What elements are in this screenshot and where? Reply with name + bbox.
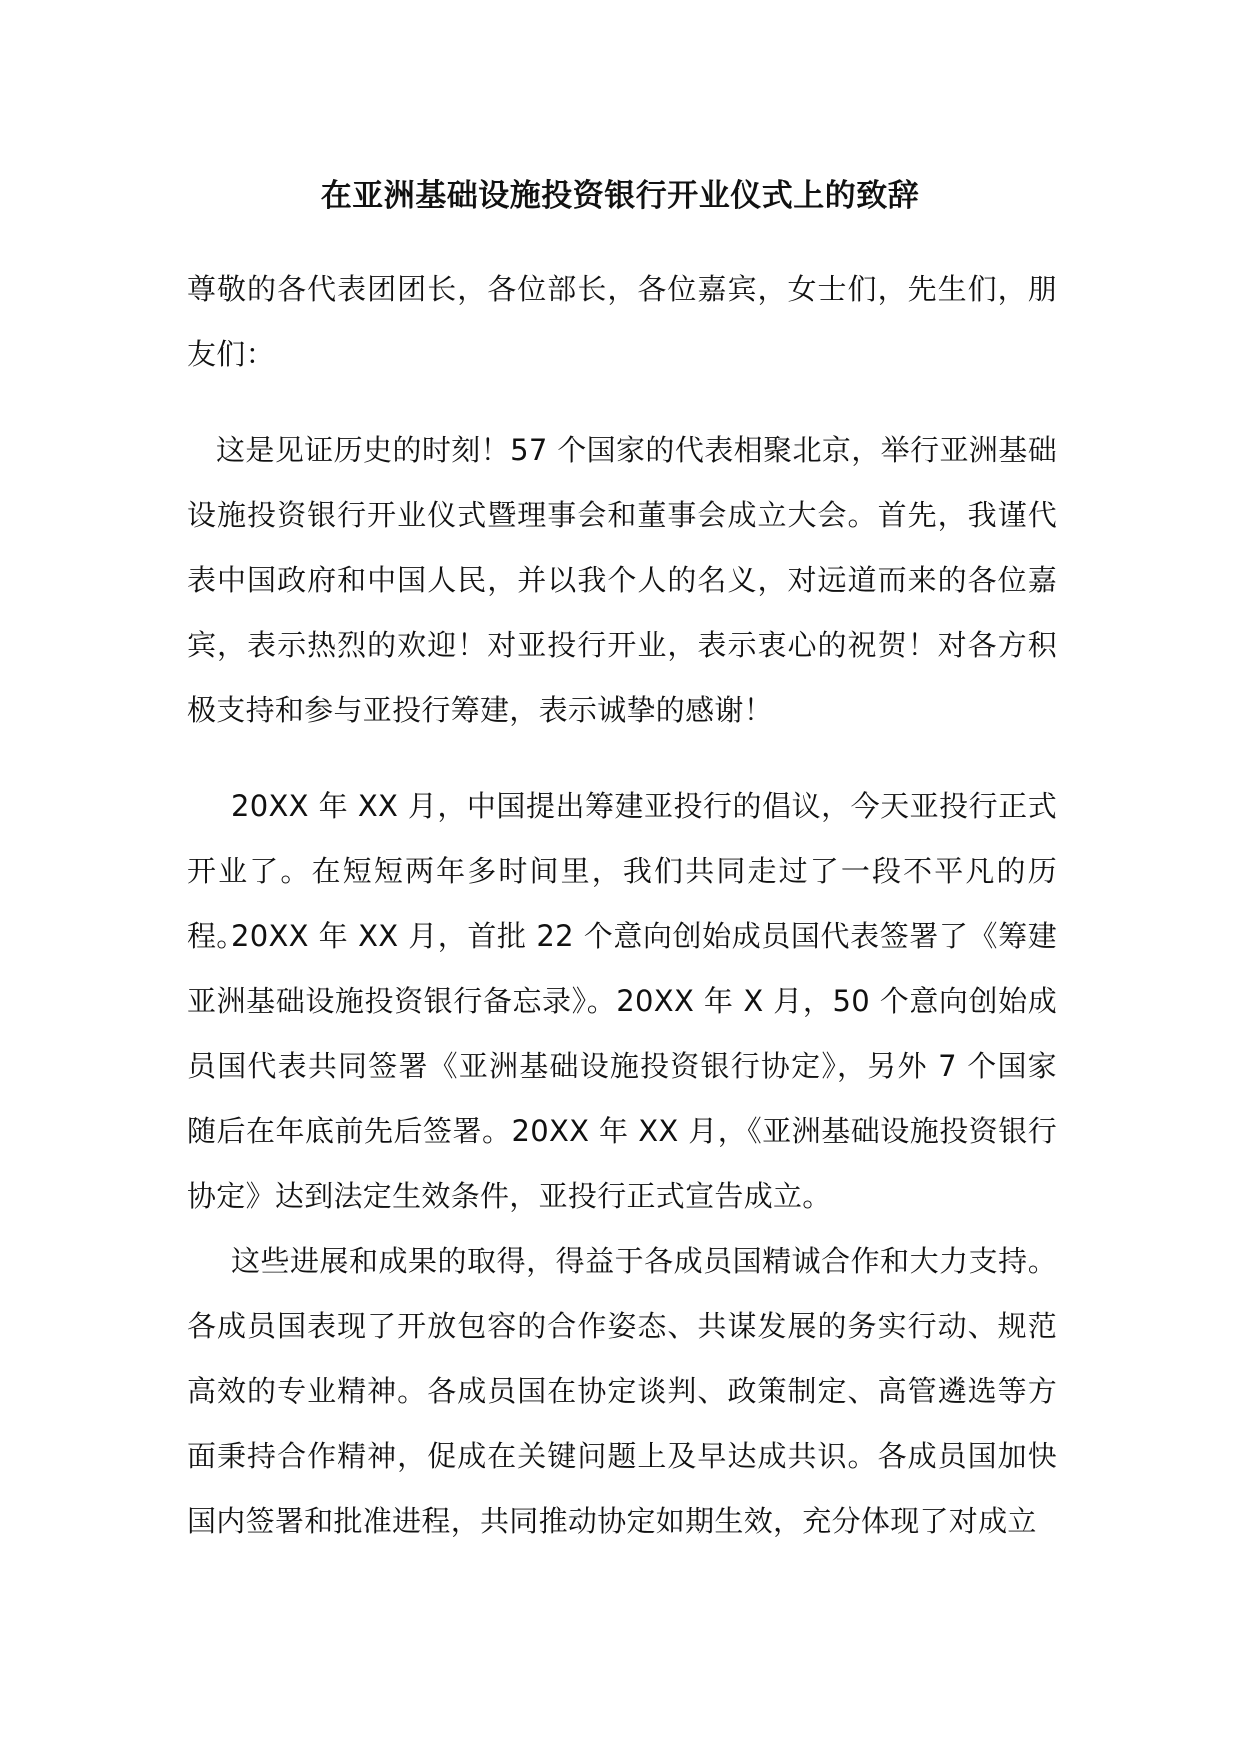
- salutation-paragraph: 尊敬的各代表团团长，各位部长，各位嘉宾，女士们，先生们，朋友们：: [187, 272, 1057, 371]
- document-title: 在亚洲基础设施投资银行开业仪式上的致辞: [320, 178, 920, 214]
- body-paragraph-1: 这是见证历史的时刻！57 个国家的代表相聚北京，举行亚洲基础设施投资银行开业仪式暨理事会和董事会成立大会。首先，我谨代表中国政府和中国人民，并以我个人的名义，对远道而来的各位嘉宾，表示热烈的欢迎！对亚投行开业，表示衷心的祝贺！对各方积极支持和参与亚投行筹建，表示诚挚的感谢！: [187, 433, 1057, 727]
- body-paragraph-3: 20XX 年 XX 月，首批 22 个意向创始成员国代表签署了《筹建亚洲基础设施投资银行备忘录》。20XX 年 X 月，50 个意向创始成员国代表共同签署《亚洲基础设施投资银行协定》，另外 7 个国家随后在年底前先后签署。20XX 年 XX 月，《亚洲基础设施投资银行协定》达到法定生效条件，亚投行正式宣告成立。: [187, 919, 1057, 1213]
- body-paragraph-4: 这些进展和成果的取得，得益于各成员国精诚合作和大力支持。各成员国表现了开放包容的合作姿态、共谋发展的务实行动、规范高效的专业精神。各成员国在协定谈判、政策制定、高管遴选等方面秉持合作精神，促成在关键问题上及早达成共识。各成员国加快国内签署和批准进程，共同推动协定如期生效，充分体现了对成立: [187, 1244, 1057, 1538]
- body-paragraph-2: 20XX 年 XX 月，中国提出筹建亚投行的倡议，今天亚投行正式开业了。在短短两年多时间里，我们共同走过了一段不平凡的历程。: [187, 789, 1057, 953]
